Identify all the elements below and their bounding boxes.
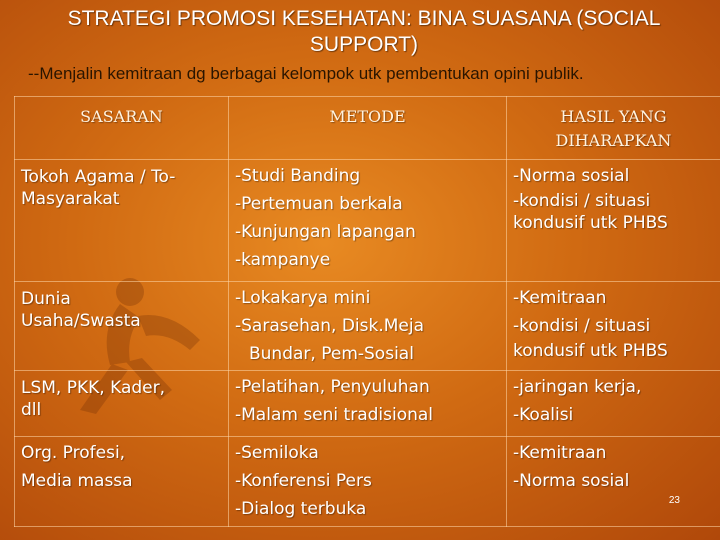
table-header-row bbox=[15, 97, 720, 160]
cell-text: -Kemitraan bbox=[513, 288, 607, 308]
cell-sasaran bbox=[15, 160, 229, 282]
cell-text: dll bbox=[21, 400, 42, 420]
slide-title: STRATEGI PROMOSI KESEHATAN: BINA SUASANA (SOCIAL SUPPORT) bbox=[67, 7, 661, 56]
cell-sasaran bbox=[15, 437, 229, 527]
cell-text: -Dialog terbuka bbox=[235, 499, 367, 519]
header-sasaran: SASARAN bbox=[15, 97, 229, 160]
cell-text: -Lokakarya mini bbox=[235, 288, 371, 308]
cell-metode bbox=[229, 160, 507, 282]
cell-metode bbox=[229, 437, 507, 527]
slide-number: 23 bbox=[668, 495, 680, 506]
cell-hasil bbox=[507, 371, 720, 437]
cell-text: -Semiloka bbox=[235, 443, 319, 463]
cell-metode bbox=[229, 371, 507, 437]
cell-text: -Studi Banding bbox=[235, 166, 361, 186]
cell-text: Org. Profesi, bbox=[21, 443, 126, 463]
cell-text: -Pertemuan berkala bbox=[235, 194, 403, 214]
cell-text: Usaha/Swasta bbox=[21, 311, 141, 331]
cell-text: -Kunjungan lapangan bbox=[235, 222, 416, 242]
cell-text: Dunia bbox=[21, 289, 71, 309]
cell-text: -Sarasehan, Disk.Meja bbox=[235, 316, 425, 336]
cell-text: -Norma sosial bbox=[513, 166, 630, 186]
cell-text: kondusif utk PHBS bbox=[513, 213, 668, 233]
cell-metode bbox=[229, 282, 507, 371]
cell-hasil bbox=[507, 282, 720, 371]
cell-text: kondusif utk PHBS bbox=[513, 341, 668, 361]
header-hasil: HASIL YANG DIHARAPKAN bbox=[507, 97, 720, 160]
table-row bbox=[15, 371, 720, 437]
strategy-table bbox=[14, 96, 720, 527]
cell-text: Masyarakat bbox=[21, 189, 120, 209]
cell-text: -jaringan kerja, bbox=[513, 377, 642, 397]
table-row bbox=[15, 282, 720, 371]
cell-text: -Norma sosial bbox=[513, 471, 630, 491]
table-row bbox=[15, 437, 720, 527]
cell-text: -kampanye bbox=[235, 250, 331, 270]
cell-text: -Koalisi bbox=[513, 405, 574, 425]
cell-sasaran bbox=[15, 282, 229, 371]
cell-text: -kondisi / situasi bbox=[513, 191, 651, 211]
cell-text: LSM, PKK, Kader, bbox=[21, 378, 166, 398]
cell-hasil bbox=[507, 160, 720, 282]
cell-hasil bbox=[507, 437, 720, 527]
cell-text: -Konferensi Pers bbox=[235, 471, 372, 491]
slide-subtitle: --Menjalin kemitraan dg berbagai kelompok utk pembentukan opini publik. bbox=[28, 64, 584, 83]
cell-text: -Pelatihan, Penyuluhan bbox=[235, 377, 430, 397]
cell-text: Tokoh Agama / To- bbox=[21, 167, 176, 187]
header-metode: METODE bbox=[229, 97, 507, 160]
cell-text: Bundar, Pem-Sosial bbox=[249, 344, 414, 364]
cell-text: -Kemitraan bbox=[513, 443, 607, 463]
cell-text: -kondisi / situasi bbox=[513, 316, 651, 336]
table-row bbox=[15, 160, 720, 282]
cell-text: -Malam seni tradisional bbox=[235, 405, 434, 425]
cell-sasaran bbox=[15, 371, 229, 437]
cell-text: Media massa bbox=[21, 471, 133, 491]
